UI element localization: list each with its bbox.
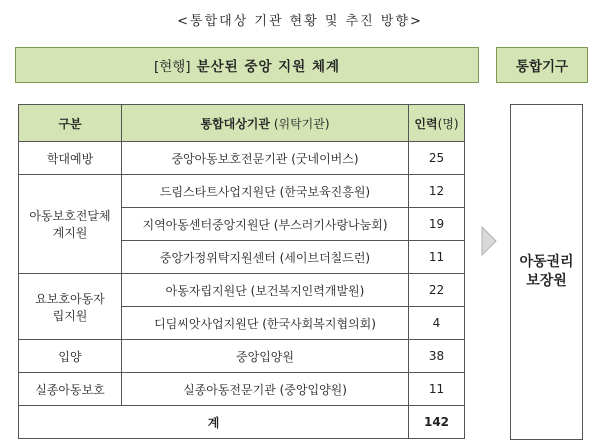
category-cell: 실종아동보호 xyxy=(19,373,122,406)
total-label: 계 xyxy=(19,406,409,439)
category-cell: 입양 xyxy=(19,340,122,373)
table-row xyxy=(19,373,465,406)
total-row xyxy=(19,406,465,439)
agency-cell: 디딤씨앗사업지원단 (한국사회복지협의회) xyxy=(122,307,409,340)
current-tag: [현행] xyxy=(153,59,191,75)
current-system-label: 분산된 중앙 지원 체계 xyxy=(196,59,341,75)
table-row xyxy=(19,274,465,307)
agency-cell: 실종아동전문기관 (중앙입양원) xyxy=(122,373,409,406)
current-system-banner xyxy=(15,47,479,83)
staff-cell: 11 xyxy=(409,241,465,274)
arrow-right-icon xyxy=(481,226,497,256)
staff-cell: 11 xyxy=(409,373,465,406)
category-cell: 아동보호전달체계지원 xyxy=(19,175,122,274)
table-row xyxy=(19,142,465,175)
header-category: 구분 xyxy=(19,105,122,142)
staff-cell: 38 xyxy=(409,340,465,373)
agency-table xyxy=(18,104,465,439)
staff-cell: 22 xyxy=(409,274,465,307)
page-title: <통합대상 기관 현황 및 추진 방향> xyxy=(177,14,423,29)
table-row xyxy=(19,340,465,373)
category-cell: 요보호아동자립지원 xyxy=(19,274,122,340)
category-cell: 학대예방 xyxy=(19,142,122,175)
result-line-2: 보장원 xyxy=(526,273,567,289)
agency-cell: 중앙가정위탁지원센터 (세이브더칠드런) xyxy=(122,241,409,274)
agency-cell: 아동자립지원단 (보건복지인력개발원) xyxy=(122,274,409,307)
agency-cell: 지역아동센터중앙지원단 (부스러기사랑나눔회) xyxy=(122,208,409,241)
staff-cell: 19 xyxy=(409,208,465,241)
integrated-body-banner: 통합기구 xyxy=(496,47,588,83)
table-header-row xyxy=(19,105,465,142)
table-row xyxy=(19,175,465,208)
total-staff: 142 xyxy=(409,406,465,439)
header-staff: 인력(명) xyxy=(409,105,465,142)
staff-cell: 25 xyxy=(409,142,465,175)
result-agency-box xyxy=(510,104,583,440)
agency-cell: 중앙아동보호전문기관 (굿네이버스) xyxy=(122,142,409,175)
staff-cell: 12 xyxy=(409,175,465,208)
header-agency: 통합대상기관 (위탁기관) xyxy=(122,105,409,142)
result-line-1: 아동권리 xyxy=(519,254,574,270)
staff-cell: 4 xyxy=(409,307,465,340)
agency-cell: 중앙입양원 xyxy=(122,340,409,373)
agency-cell: 드림스타트사업지원단 (한국보육진흥원) xyxy=(122,175,409,208)
